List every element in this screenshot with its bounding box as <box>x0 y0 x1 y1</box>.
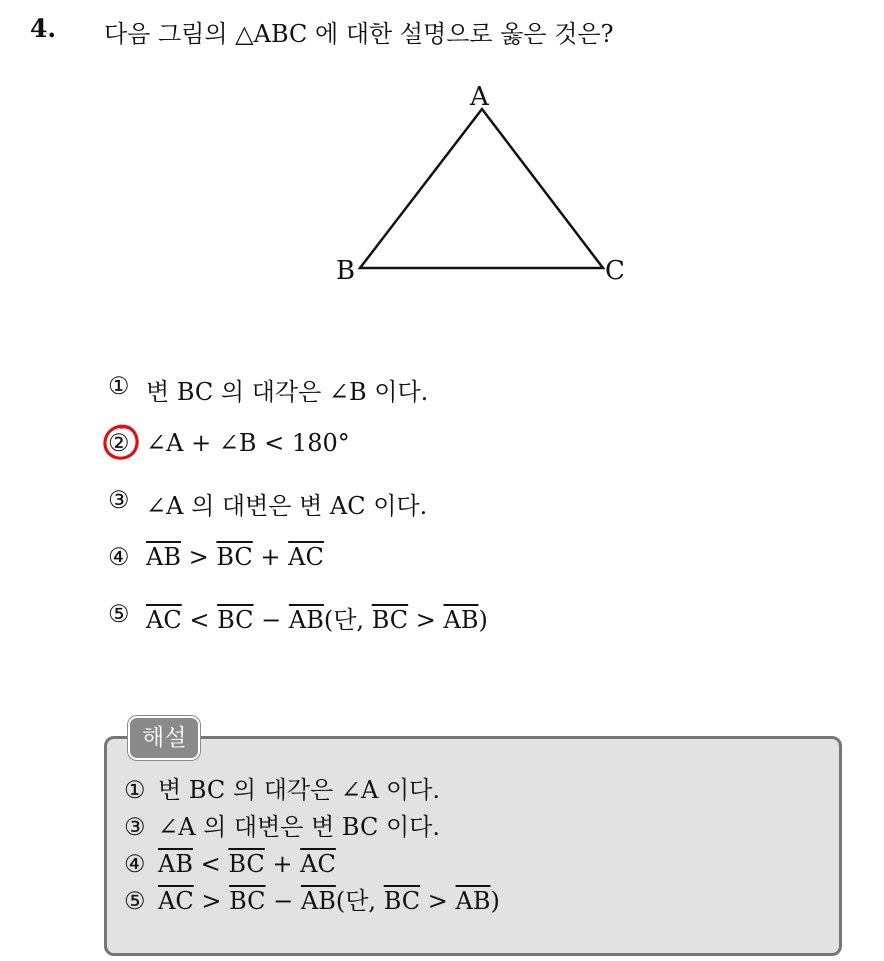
vertex-label-b: B <box>336 256 356 286</box>
operator: < <box>192 850 229 878</box>
segment-bc: $\overline{BC}$ <box>217 606 254 634</box>
solution-text: 변 BC 의 대각은 ∠A 이다. <box>158 776 440 804</box>
solution-text: ∠A 의 대변은 변 BC 이다. <box>158 813 440 841</box>
segment-bc: $\overline{BC}$ <box>229 887 266 915</box>
choice-3[interactable] <box>108 486 488 543</box>
solution-lines <box>124 772 500 920</box>
segment-bc: $\overline{BC}$ <box>371 606 409 634</box>
segment-ab: $\overline{AB}$ <box>288 606 324 634</box>
segment-ac: $\overline{AC}$ <box>146 606 182 634</box>
choice-number: ⑤ <box>108 600 130 628</box>
segment-ac: $\overline{AC}$ <box>300 850 336 878</box>
choice-5[interactable] <box>108 600 488 657</box>
condition-close: ) <box>478 606 488 634</box>
choice-number <box>108 429 146 457</box>
segment-ab: $\overline{AB}$ <box>158 850 193 878</box>
choice-2[interactable] <box>108 429 488 486</box>
choice-text: ∠A 의 대변은 변 AC 이다. <box>146 492 428 520</box>
segment-ab: $\overline{AB}$ <box>300 887 336 915</box>
choice-number: ③ <box>108 486 130 514</box>
condition-close: ) <box>490 887 500 915</box>
operator: > <box>420 887 456 915</box>
solution-line-1 <box>124 772 500 809</box>
segment-bc: $\overline{BC}$ <box>383 887 421 915</box>
condition-open: (단, <box>323 606 372 634</box>
choice-text: ∠A + ∠B < 180° <box>146 429 350 457</box>
segment-ab: $\overline{AB}$ <box>443 606 479 634</box>
triangle-figure <box>320 75 640 300</box>
triangle-abc <box>360 109 603 268</box>
solution-line-5 <box>124 883 500 920</box>
question-number: 4. <box>30 14 57 43</box>
operator: − <box>253 606 289 634</box>
choice-text <box>146 600 488 635</box>
choice-1[interactable] <box>108 372 488 429</box>
solution-line-3 <box>124 809 500 846</box>
vertex-label-c: C <box>605 256 625 286</box>
segment-bc: $\overline{BC}$ <box>216 543 253 571</box>
operator: < <box>181 606 218 634</box>
segment-ab: $\overline{AB}$ <box>455 887 491 915</box>
operator: > <box>408 606 444 634</box>
operator: + <box>252 543 289 571</box>
choice-text <box>146 543 324 571</box>
choice-number: ④ <box>108 543 130 571</box>
operator: + <box>264 850 301 878</box>
answer-choices <box>108 372 488 657</box>
solution-number: ① <box>124 776 146 804</box>
triangle-svg <box>320 75 640 300</box>
solution-number: ③ <box>124 813 146 841</box>
choice-4[interactable] <box>108 543 488 600</box>
condition-open: (단, <box>335 887 384 915</box>
solution-tag: 해설 <box>128 716 200 760</box>
operator: − <box>265 887 301 915</box>
segment-ac: $\overline{AC}$ <box>158 887 194 915</box>
operator: > <box>193 887 230 915</box>
solution-number: ④ <box>124 850 146 878</box>
segment-ac: $\overline{AC}$ <box>288 543 324 571</box>
solution-line-4 <box>124 846 500 883</box>
solution-number: ⑤ <box>124 887 146 915</box>
vertex-label-a: A <box>470 82 489 112</box>
choice-number: ① <box>108 372 130 400</box>
segment-bc: $\overline{BC}$ <box>228 850 265 878</box>
segment-ab: $\overline{AB}$ <box>146 543 181 571</box>
operator: > <box>180 543 217 571</box>
choice-number-glyph: ② <box>108 429 130 457</box>
question-text: 다음 그림의 △ABC 에 대한 설명으로 옳은 것은? <box>104 20 614 48</box>
choice-text: 변 BC 의 대각은 ∠B 이다. <box>146 378 429 406</box>
